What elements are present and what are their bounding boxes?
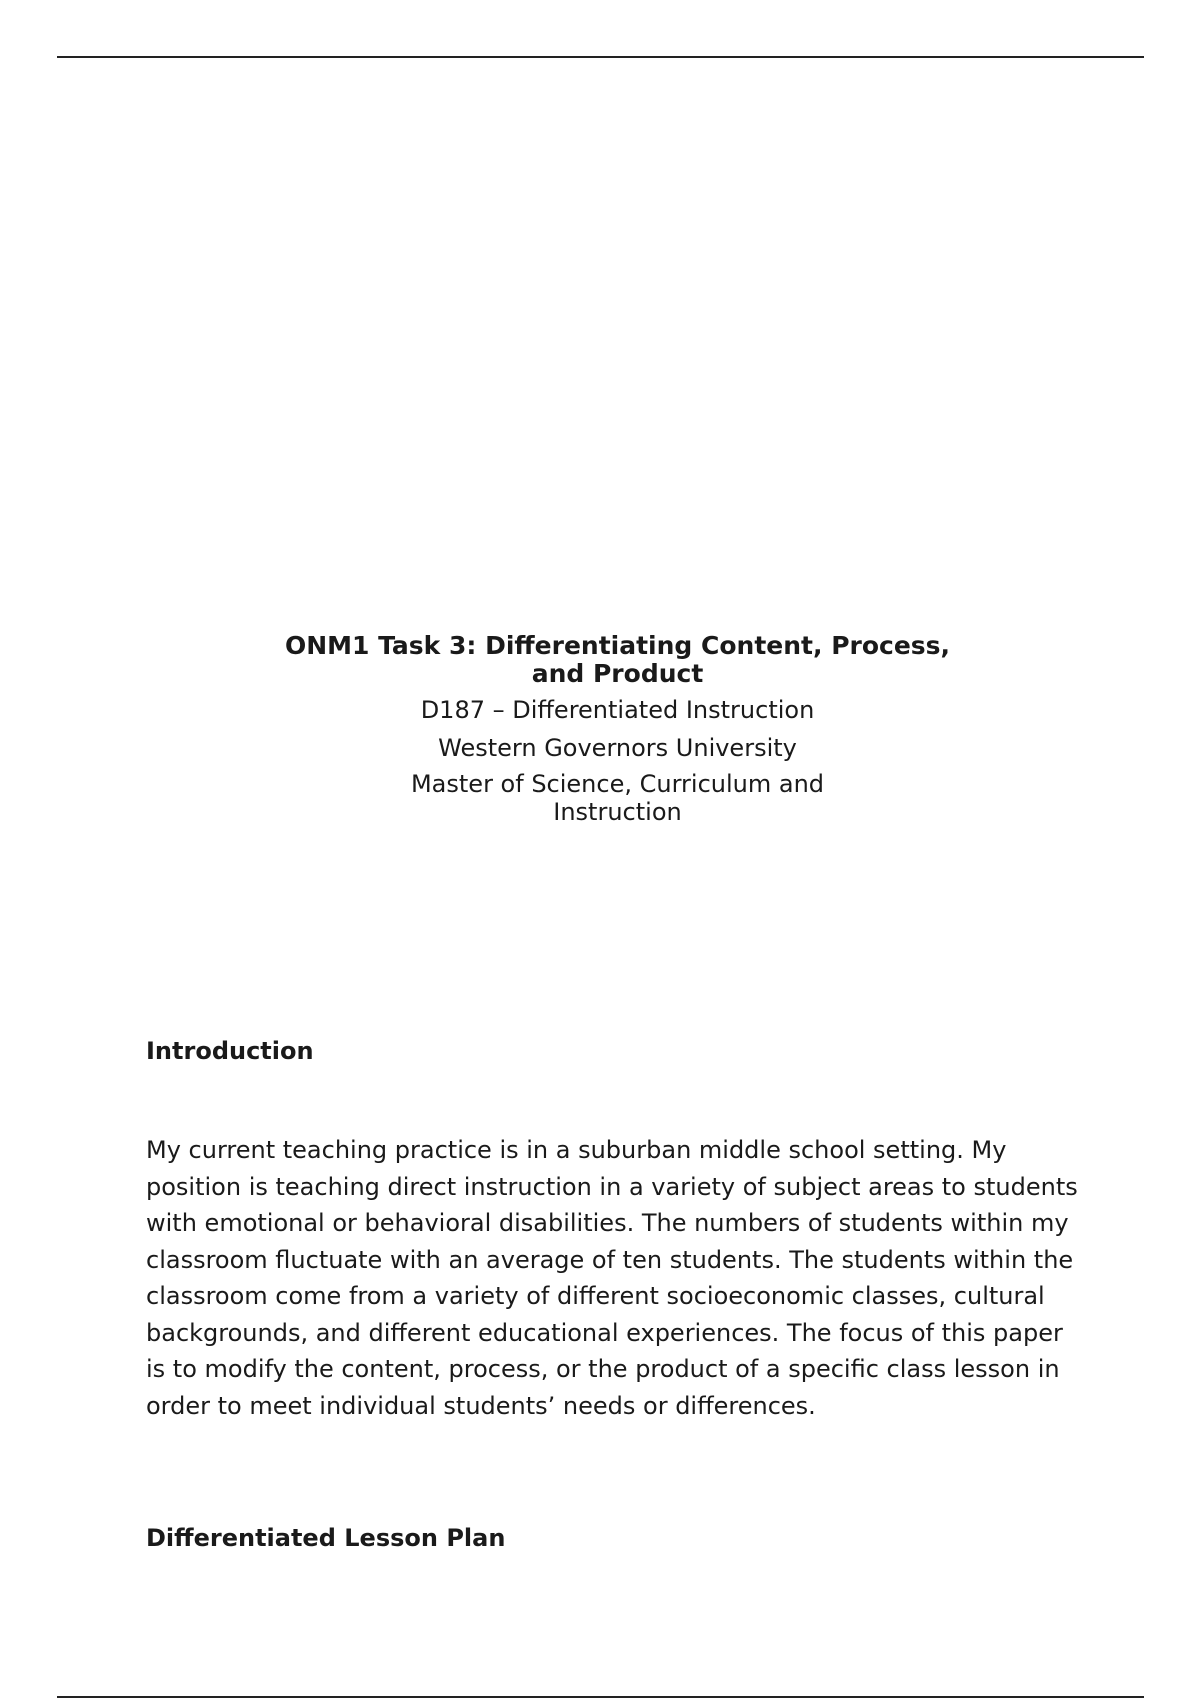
lesson-plan-heading: Differentiated Lesson Plan xyxy=(146,1524,506,1552)
page-bottom-rule xyxy=(57,1696,1144,1698)
course-line: D187 – Differentiated Instruction xyxy=(420,696,815,724)
university-line: Western Governors University xyxy=(438,734,797,762)
degree-line: Master of Science, Curriculum and Instruction xyxy=(410,770,825,826)
document-title: ONM1 Task 3: Differentiating Content, Process, and Product xyxy=(284,631,951,688)
introduction-heading: Introduction xyxy=(146,1037,314,1065)
page-top-rule xyxy=(57,56,1144,58)
title-block xyxy=(0,632,1200,826)
introduction-paragraph: My current teaching practice is in a suburban middle school setting. My position is teaching direct instruction in a variety of subject areas to students with emotional or behavioral disabilities. The numbers of students within my classroom fluctuate with an average of ten students. The students within the classroom come from a variety of different socioeconomic classes, cultural backgrounds, and different educational experiences. The focus of this paper is to modify the content, process, or the product of a specific class lesson in order to meet individual students’ needs or differences. xyxy=(146,1136,1078,1420)
